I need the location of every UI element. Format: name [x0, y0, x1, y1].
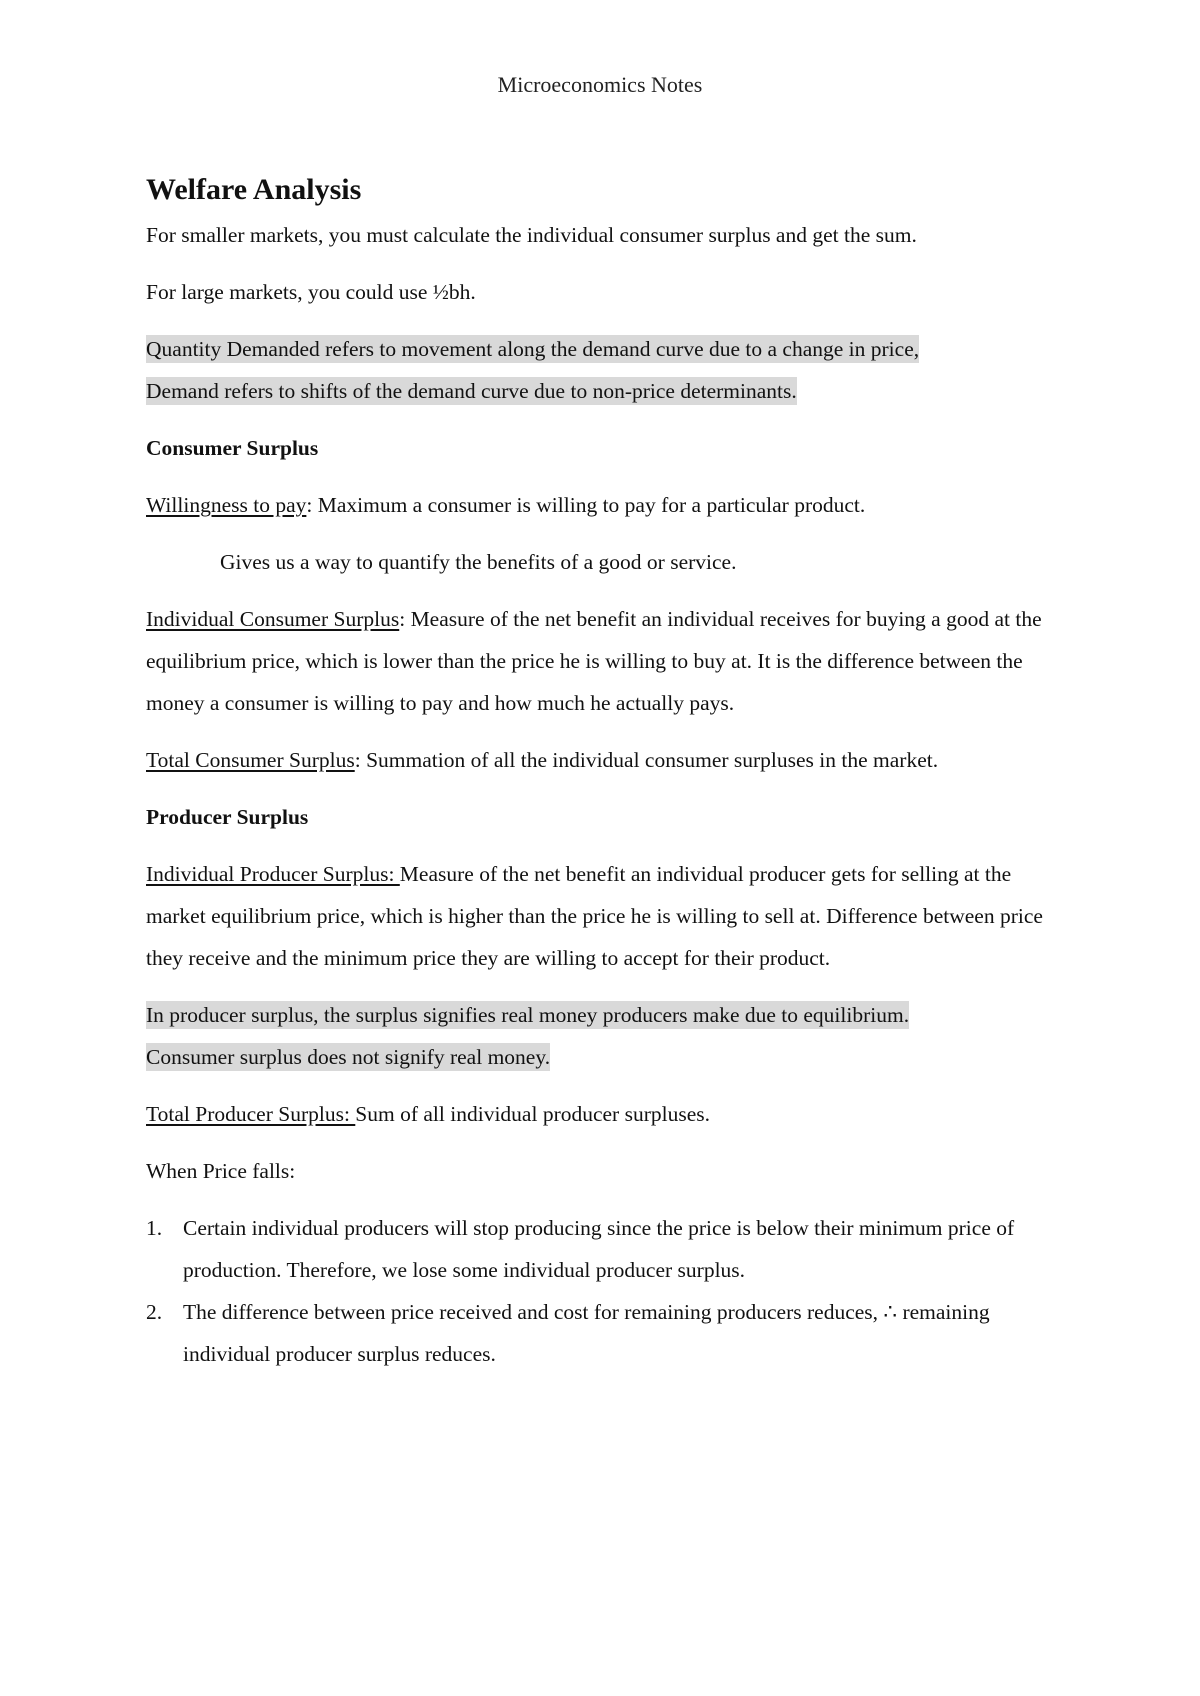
note-quantify-benefits: Gives us a way to quantify the benefits of a good or service. [220, 550, 737, 574]
when-price-falls: When Price falls: [146, 1159, 296, 1183]
term-willingness-to-pay: Willingness to pay [146, 493, 307, 517]
definition-willingness-to-pay [146, 484, 1066, 526]
highlight-line-1: Quantity Demanded refers to movement along the demand curve due to a change in price, [146, 337, 920, 361]
definition-individual-producer-surplus [146, 853, 1066, 979]
def-individual-consumer-surplus: : Measure of the net benefit an individual receives for buying a good at the equilibrium price, which is lower than the price he is willing to buy at. It is the difference between the money a consumer is willing to pay and how much he actually pays. [146, 607, 1042, 715]
term-total-consumer-surplus: Total Consumer Surplus [146, 748, 355, 772]
definition-total-producer-surplus [146, 1093, 1066, 1135]
term-individual-consumer-surplus: Individual Consumer Surplus [146, 607, 400, 631]
list-item-text: Certain individual producers will stop producing since the price is below their minimum price of production. Therefore, we lose some individual producer surplus. [183, 1216, 1015, 1282]
highlight-line-4: Consumer surplus does not signify real money. [146, 1045, 551, 1069]
paragraph-smaller-markets: For smaller markets, you must calculate the individual consumer surplus and get the sum. [146, 223, 917, 247]
definition-total-consumer-surplus [146, 739, 1066, 781]
term-individual-producer-surplus: Individual Producer Surplus: [146, 862, 400, 886]
def-individual-producer-surplus: Measure of the net benefit an individual producer gets for selling at the market equilibrium price, which is higher than the price he is willing to sell at. Difference between price they receive and the minimum price they are willing to accept for their product. [146, 862, 1043, 970]
highlighted-note-demand [146, 328, 1066, 412]
list-number: 2. [146, 1300, 163, 1324]
term-total-producer-surplus: Total Producer Surplus: [146, 1102, 356, 1126]
paragraph-large-markets: For large markets, you could use ½bh. [146, 280, 476, 304]
highlight-line-2: Demand refers to shifts of the demand curve due to non-price determinants. [146, 379, 797, 403]
def-total-producer-surplus: Sum of all individual producer surpluses. [355, 1102, 710, 1126]
consumer-surplus-heading: Consumer Surplus [146, 436, 319, 460]
section-title: Welfare Analysis [146, 173, 362, 206]
page-header: Microeconomics Notes [497, 72, 703, 97]
producer-surplus-heading: Producer Surplus [146, 805, 309, 829]
price-falls-list [146, 1207, 1066, 1375]
document-body [146, 170, 1066, 1375]
list-number: 1. [146, 1216, 163, 1240]
def-total-consumer-surplus: : Summation of all the individual consumer surpluses in the market. [354, 748, 939, 772]
def-willingness-to-pay: : Maximum a consumer is willing to pay for a particular product. [306, 493, 866, 517]
highlighted-note-producer [146, 994, 1066, 1078]
definition-individual-consumer-surplus [146, 598, 1066, 724]
list-item [146, 1207, 1066, 1291]
list-item [146, 1291, 1066, 1375]
list-item-text: The difference between price received and cost for remaining producers reduces, ∴ remaining individual producer surplus reduces. [183, 1300, 990, 1366]
highlight-line-3: In producer surplus, the surplus signifies real money producers make due to equilibrium. [146, 1003, 910, 1027]
